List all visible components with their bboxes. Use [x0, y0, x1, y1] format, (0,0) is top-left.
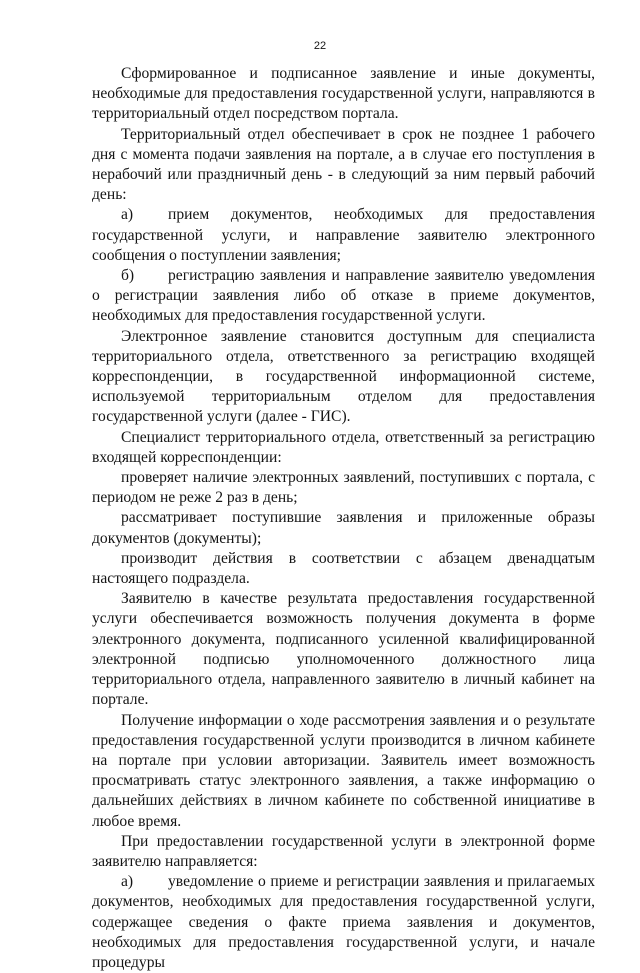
- list-item: [92, 266, 595, 327]
- paragraph-text: Электронное заявление становится доступным для специалиста территориального отдела, ответственного за регистрацию входящей корреспонденции, в государственной информационной системе, используемой территориальным отделом для предоставления государственной услуги (далее - ГИС).: [92, 327, 595, 426]
- paragraph: [92, 64, 595, 125]
- paragraph-text: Получение информации о ходе рассмотрения заявления и о результате предоставления государственной услуги производится в личном кабинете на портале при условии авторизации. Заявитель имеет возможность просматривать статус электронного заявления, а также информацию о дальнейших действиях в личном кабинете по собственной инициативе в любое время.: [92, 711, 595, 830]
- page-number: 22: [313, 40, 327, 52]
- list-marker: а): [121, 206, 134, 224]
- paragraph-text: проверяет наличие электронных заявлений, поступивших с портала, с периодом не реже 2 раз в день;: [92, 469, 595, 507]
- paragraph-text: производит действия в соответствии с абзацем двенадцатым настоящего подраздела.: [92, 549, 595, 588]
- paragraph-text: регистрацию заявления и направление заявителю уведомления о регистрации заявления либо об отказе в приеме документов, необходимых для предоставления государственной услуги.: [92, 267, 595, 325]
- list-marker: а): [121, 873, 134, 891]
- paragraph: [92, 508, 595, 548]
- list-item: [92, 205, 595, 266]
- paragraph-text: прием документов, необходимых для предоставления государственной услуги, и направление заявителю электронного сообщения о поступлении заявления;: [92, 206, 595, 264]
- paragraph: [92, 327, 595, 428]
- paragraph: [92, 589, 595, 710]
- paragraph-text: уведомление о приеме и регистрации заявления и прилагаемых документов, необходимых для предоставления государственной услуги, содержащее сведения о факте приема заявления и документов, необходимых для предоставления государственной услуги, и начале процедуры: [92, 873, 595, 971]
- paragraph: [92, 711, 595, 832]
- paragraph-text: Территориальный отдел обеспечивает в срок не позднее 1 рабочего дня с момента подачи заявления на портале, а в случае его поступления в нерабочий или праздничный день - в следующий за ним первый рабочий день:: [92, 125, 595, 204]
- list-item: [92, 872, 595, 973]
- paragraph-text: При предоставлении государственной услуги в электронной форме заявителю направляется:: [92, 832, 595, 870]
- document-body: [92, 64, 595, 973]
- paragraph-text: Заявителю в качестве результата предоставления государственной услуги обеспечивается возможность получения документа в форме электронного документа, подписанного усиленной квалифицированной электронной подписью уполномоченного должностного лица территориального отдела, направленного заявителю в личный кабинет на портале.: [92, 590, 595, 709]
- paragraph-text: рассматривает поступившие заявления и приложенные образы документов (документы);: [92, 509, 595, 547]
- paragraph: [92, 468, 595, 508]
- paragraph-text: Сформированное и подписанное заявление и иные документы, необходимые для предоставления государственной услуги, направляются в территориальный отдел посредством портала.: [92, 65, 595, 123]
- paragraph: [92, 125, 595, 206]
- paragraph: [92, 428, 595, 468]
- paragraph-text: Специалист территориального отдела, ответственный за регистрацию входящей корреспонденции:: [92, 428, 595, 466]
- list-marker: б): [121, 267, 135, 285]
- paragraph: [92, 832, 595, 872]
- paragraph: [92, 549, 595, 589]
